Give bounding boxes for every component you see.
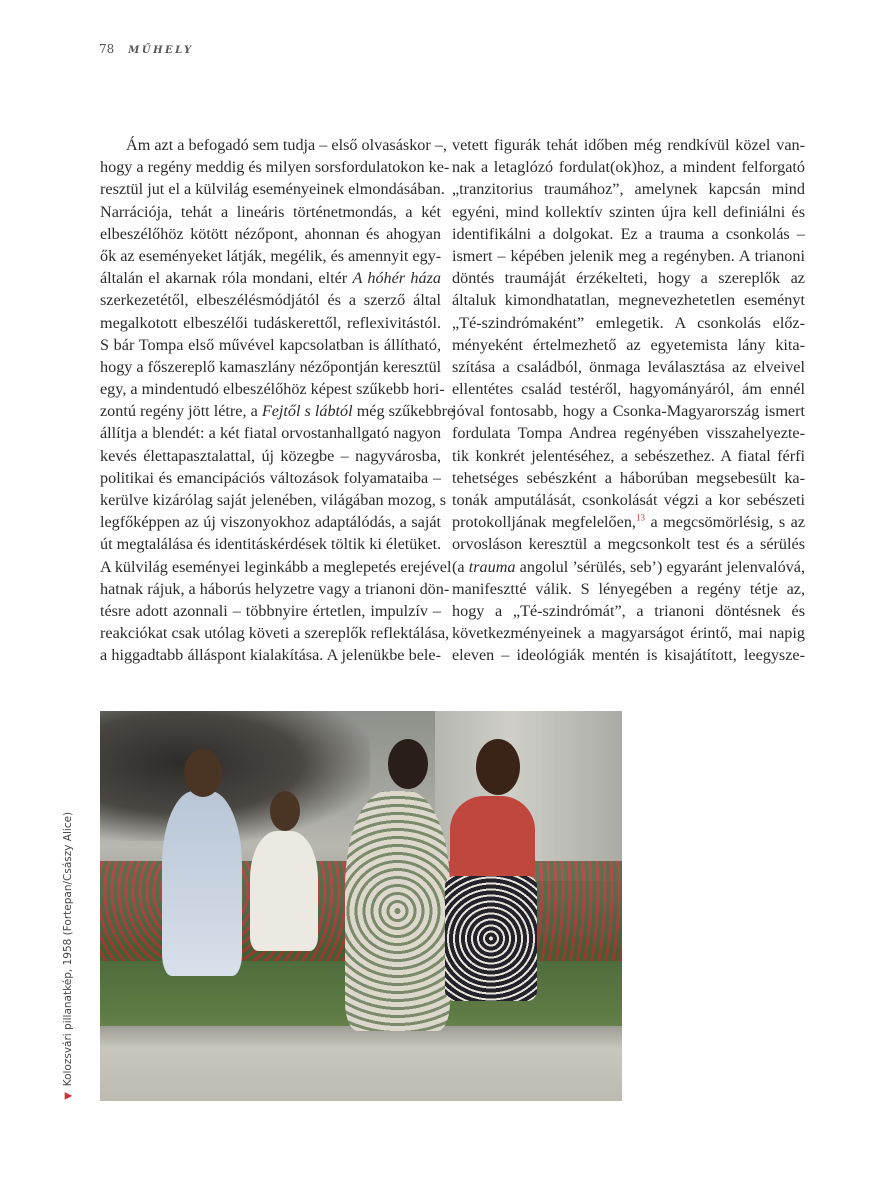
text-line [452,600,805,622]
text-line [452,134,805,156]
text-column-right [452,134,805,667]
photo-caption [62,812,74,1100]
text-line [452,334,805,356]
person-woman-red-top [450,796,535,881]
text-segment: kerülve kizárólag saját jelenében, világában mozog, s [100,491,447,509]
italic-title: A hóhér háza [352,269,441,288]
person-child [250,831,318,951]
section-title: MŰHELY [128,45,194,56]
text-line [100,178,445,200]
text-segment: „Té-szindrómaként” emlegetik. A csonkolás előz- [452,313,805,332]
text-segment: egyéni, mind kollektív szinten újra kell definiálni és [452,202,805,221]
italic-title: Fejtől s lábtól [261,402,353,421]
text-segment: identifikálni a dolgokat. Ez a trauma a csonkolás – [452,224,805,243]
text-line [452,422,805,444]
text-segment: hogy a regény meddig és milyen sorsfordulatokon ke- [100,158,450,177]
text-segment: állítja a blendét: a két fiatal orvostanhallgató nagyon [100,424,441,443]
text-segment: még szűkebbre [352,402,455,421]
text-line [100,201,441,223]
text-segment: politikai és emancipációs változások folyamataiba – [100,468,441,487]
text-segment: döntés traumáját érzékelteti, hogy a szereplők az [452,269,805,288]
text-line [452,378,805,400]
text-line [452,356,805,378]
text-line [452,245,805,267]
text-segment: a higgadtabb álláspont kialakítása. A jelenükbe bele- [100,646,441,665]
text-line [100,312,441,334]
text-line [452,511,805,533]
text-segment: eleven – ideológiák mentén is kisajátított, leegysze- [452,646,805,665]
text-segment: tésre adott azonnali – többnyire értetlen, impulzív – [100,601,441,620]
text-line [452,156,805,178]
text-segment: hatnak rájuk, a háborús helyzetre vagy a trianoni dön- [100,579,450,598]
text-segment: hogy a „Té-szindrómát”, a trianoni döntésnek és [452,601,805,620]
text-line [100,267,441,289]
text-line [452,223,805,245]
text-segment: angolul ’sérülés, seb’) egyaránt jelenvalóvá, [515,557,805,576]
text-segment: hogy a főszereplő kamaszlány nézőpontján keresztül [100,357,442,376]
text-line [452,267,805,289]
text-line [452,400,805,422]
text-line [100,578,450,600]
text-segment: tonák amputálását, csonkolását végzi a kor sebészeti [452,491,805,509]
text-segment: általuk kimondhatatlan, megnevezhetetlen eseményt [452,291,805,310]
head [476,739,520,795]
text-line [100,556,452,578]
text-segment: S bár Tompa első művével kapcsolatban is állítható, [100,335,441,354]
text-segment: elbeszélőhöz kötött nézőpont, ahonnan és ahogyan [100,224,441,243]
text-segment: a megcsömörlésig, s az [644,513,806,532]
text-line [100,156,450,178]
page-number: 78 [99,42,115,56]
text-line [100,134,447,156]
caption-text: Kolozsvári pillanatkép, 1958 (Fortepan/Császy Alice) [62,811,74,1087]
text-line [100,445,441,467]
text-segment: kevés élettapasztalattal, új közegbe – nagyvárosba, [100,446,441,465]
text-segment: egy, a mindentudó elbeszélőhöz képest szűkebb hori- [100,380,445,399]
text-line [100,400,455,422]
text-segment: ellentétes család testéről, hagyományáról, ám ennél [452,380,805,399]
text-column-left [100,134,455,667]
text-line [100,356,441,378]
text-line [452,578,805,600]
text-segment: jóval fontosabb, hogy a Csonka-Magyarország ismert [452,402,805,421]
text-line [100,378,445,400]
text-line [100,289,441,311]
head [270,791,300,831]
text-line [100,600,441,622]
text-line [100,223,441,245]
head [388,739,428,789]
text-line [100,245,441,267]
text-line [452,489,805,511]
text-line [452,556,805,578]
text-line [100,511,441,533]
text-segment: „tranzitorius traumához”, amelynek kapcsán mind [452,180,805,199]
head [184,749,222,797]
text-segment: A külvilág eseményei leginkább a meglepetés erejével [100,557,452,576]
photograph [100,711,622,1101]
footnote-ref[interactable]: 13 [635,512,645,523]
caption-marker-icon: ▶ [64,1090,72,1102]
text-line [100,622,450,644]
text-segment: ők az eseményeket látják, megélik, és amennyit egy- [100,246,442,265]
text-segment: nak a letaglózó fordulat(ok)hoz, a mindent felforgató [452,158,805,177]
text-segment: Narrációja, tehát a lineáris történetmondás, a két [100,202,441,221]
text-line [452,312,805,334]
text-line [100,489,447,511]
text-line [452,467,805,489]
person-woman-floral [345,791,450,1031]
text-segment: legfőképpen az új viszonyokhoz adaptálódás, a saját [100,513,441,532]
text-line [100,644,441,666]
text-segment: manifesztté válik. S lényegében a regény tétje az, [452,579,805,598]
text-line [452,533,805,555]
text-line [100,334,441,356]
text-line [452,201,805,223]
text-segment: vetett figurák tehát időben még rendkívül közel van- [452,136,805,154]
text-segment: zontú regény jött létre, a [100,402,262,421]
stone-curb [100,1026,622,1101]
text-line [100,533,441,555]
person-woman-dark-skirt [445,876,537,1001]
text-segment: tik konkrét jelentéséhez, a sebészethez. A fiatal férfi [452,446,805,465]
text-segment: Ám azt a befogadó sem tudja – első olvasáskor –, [126,136,447,154]
text-segment: ismert – képében jelenik meg a regényben. A trianoni [452,246,805,265]
text-segment: resztül jut el a külvilág eseményeinek elmondásában. [100,180,445,199]
text-segment: tehetséges sebészként a háborúban megsebesült ka- [452,468,805,487]
text-segment: általán el akarnak róla mondani, eltér [100,269,353,288]
text-segment: (a [452,557,469,576]
text-segment: protokolljának megfelelően, [452,513,636,532]
italic-title: trauma [468,557,516,576]
text-segment: szítása a családból, önmaga leválasztása az elveivel [452,357,805,376]
text-line [452,622,805,644]
text-segment: út megtalálása és identitáskérdések töltik ki életüket. [100,535,442,554]
text-segment: megalkotott elbeszélői tudáskerettől, reflexivitástól. [100,313,441,332]
text-segment: reakciókat csak utólag követi a szereplők reflektálása, [100,624,450,643]
text-line [452,445,805,467]
text-line [452,644,805,666]
text-segment: következményeinek a magyarságot érintő, mai napig [452,624,805,643]
running-header [99,42,194,56]
text-line [452,178,805,200]
text-segment: fordulata Tompa Andrea regényében visszahelyezte- [452,424,805,443]
text-segment: orvosláson keresztül a megcsonkolt test és a sérülés [452,535,805,554]
text-line [100,467,441,489]
person-girl-left [162,791,242,976]
text-line [452,289,805,311]
text-segment: szerkezetétől, elbeszélésmódjától és a szerző által [100,291,441,310]
text-segment: ményeként értelmezhető az egyetemista lány kita- [452,335,805,354]
text-line [100,422,441,444]
